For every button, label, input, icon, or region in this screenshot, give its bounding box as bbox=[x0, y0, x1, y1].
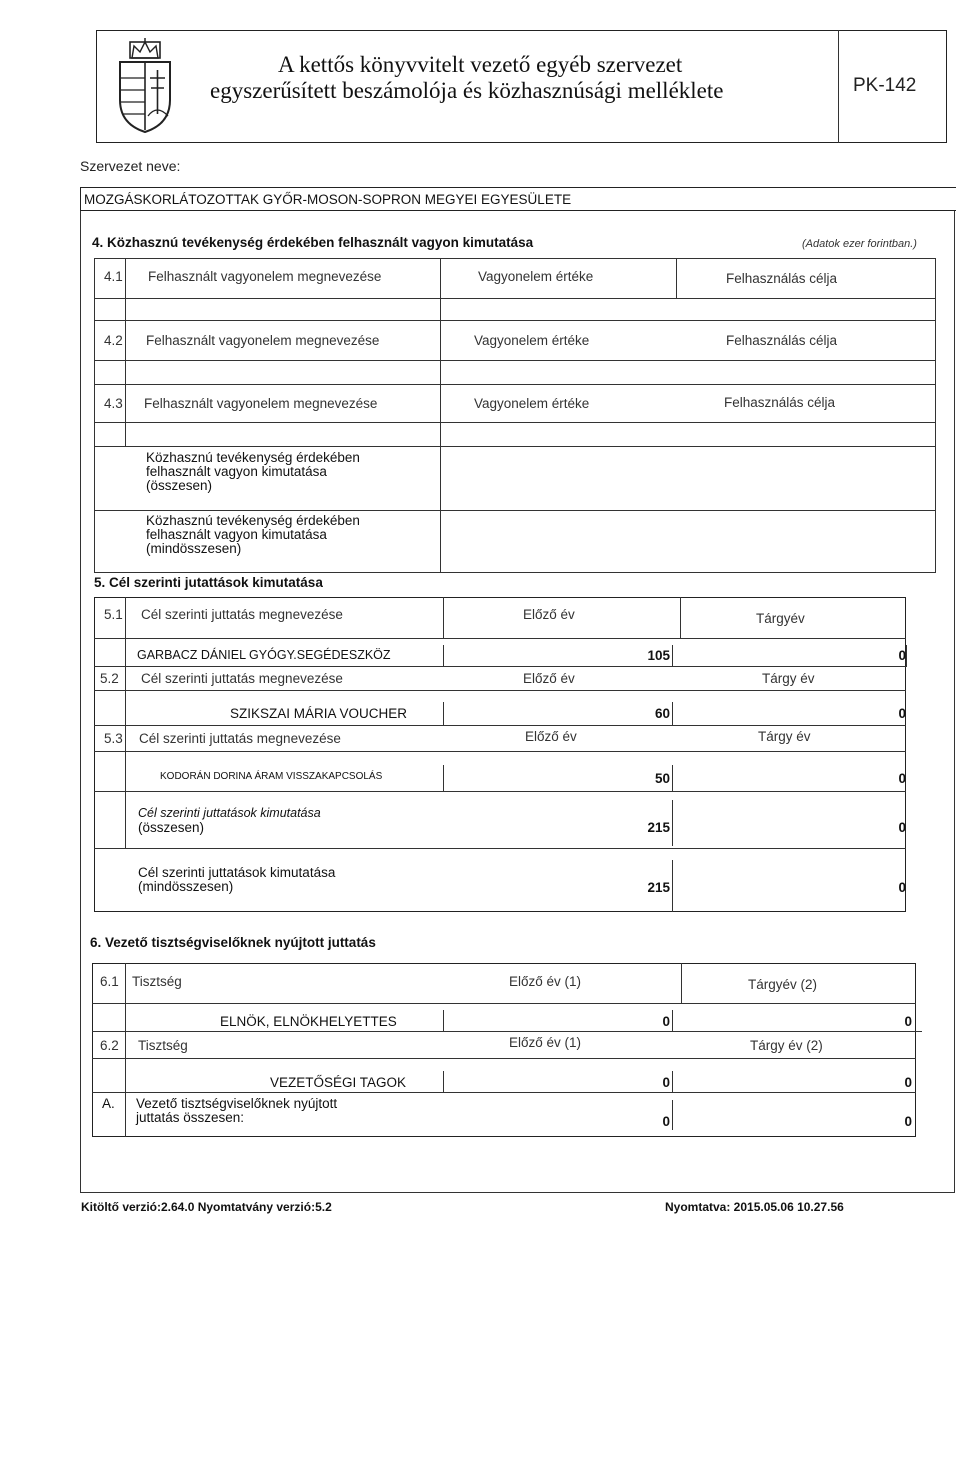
s5-row2-num: 5.2 bbox=[100, 671, 119, 686]
s5-row1-prev-header: Előző év bbox=[523, 607, 575, 622]
s6-col-prev bbox=[443, 1071, 444, 1093]
form-frame-bottom bbox=[80, 1192, 955, 1193]
s6-row2-prev: 0 bbox=[662, 1075, 670, 1090]
s4-row3-num: 4.3 bbox=[104, 396, 123, 411]
s6-col-curr bbox=[672, 1071, 673, 1093]
s5-col-curr bbox=[672, 645, 673, 667]
s4-total-line1: Közhasznú tevékenység érdekében bbox=[146, 450, 360, 465]
s5-row3-num: 5.3 bbox=[104, 731, 123, 746]
s5-row2-curr-header: Tárgy év bbox=[762, 671, 815, 686]
s4-grand-line2: felhasznált vagyon kimutatása bbox=[146, 527, 327, 542]
form-title-line2: egyszerűsített beszámolója és közhasznúsági melléklete bbox=[210, 78, 724, 103]
s5-row3-curr: 0 bbox=[898, 771, 906, 786]
s4-line bbox=[94, 360, 936, 361]
s4-total-line2: felhasznált vagyon kimutatása bbox=[146, 464, 327, 479]
s5-line bbox=[94, 638, 906, 639]
s4-line bbox=[94, 384, 936, 385]
s6-col-curr bbox=[672, 1100, 673, 1130]
s4-row3-value-header: Vagyonelem értéke bbox=[474, 396, 590, 411]
form-title-line1: A kettős könyvvitelt vezető egyéb szervezet bbox=[278, 52, 683, 77]
section5-title: 5. Cél szerinti jutattások kimutatása bbox=[94, 575, 323, 590]
s5-row3-prev: 50 bbox=[654, 771, 670, 786]
s5-row3-curr-header: Tárgy év bbox=[758, 729, 811, 744]
s5-line bbox=[94, 666, 906, 667]
s6-row1-curr: 0 bbox=[904, 1014, 912, 1029]
s4-row2-num: 4.2 bbox=[104, 333, 123, 348]
s6-line bbox=[92, 1092, 916, 1093]
s6-row1-label: Tisztség bbox=[132, 974, 182, 989]
s6-row1-curr-header: Tárgyév (2) bbox=[748, 977, 818, 992]
s6-row1-prev-header: Előző év (1) bbox=[509, 974, 582, 989]
s5-grand-line2: (mindösszesen) bbox=[138, 879, 234, 894]
s4-row1-num: 4.1 bbox=[104, 269, 123, 284]
s6-line bbox=[92, 1031, 922, 1032]
s5-line bbox=[94, 791, 906, 792]
footer-version: Kitöltő verzió:2.64.0 Nyomtatvány verzió:5.2 bbox=[81, 1200, 332, 1214]
s5-col-prev bbox=[443, 765, 444, 791]
s5-row3-prev-header: Előző év bbox=[525, 729, 577, 744]
s4-left bbox=[94, 258, 95, 573]
s4-row1-name-header: Felhasznált vagyonelem megnevezése bbox=[148, 269, 382, 284]
s5-row1-label: Cél szerinti juttatás megnevezése bbox=[141, 607, 343, 622]
s6-row2-curr: 0 bbox=[904, 1075, 912, 1090]
section4-title: 4. Közhasznú tevékenység érdekében felhasznált vagyon kimutatása bbox=[92, 235, 534, 250]
s5-grand-prev: 215 bbox=[647, 880, 670, 895]
section4-unit-note: (Adatok ezer forintban.) bbox=[802, 238, 917, 250]
s4-row2-name-header: Felhasznált vagyonelem megnevezése bbox=[146, 333, 380, 348]
s5-total-prev: 215 bbox=[647, 820, 670, 835]
s4-row1-value-header: Vagyonelem értéke bbox=[478, 269, 594, 284]
s4-line bbox=[94, 446, 936, 447]
s5-col-curr bbox=[672, 800, 673, 846]
s5-row1-name: GARBACZ DÁNIEL GYÓGY.SEGÉDESZKÖZ bbox=[137, 648, 391, 662]
s6-total-curr: 0 bbox=[904, 1114, 912, 1129]
s4-col-value bbox=[440, 258, 441, 573]
s5-grand-curr: 0 bbox=[898, 880, 906, 895]
s4-line bbox=[94, 572, 936, 573]
s5-col-num bbox=[125, 597, 126, 817]
s6-row1-prev: 0 bbox=[662, 1014, 670, 1029]
s5-col-curr bbox=[672, 860, 673, 912]
s5-col-prev bbox=[443, 645, 444, 667]
s6-total-line1: Vezető tisztségviselőknek nyújtott bbox=[136, 1096, 338, 1111]
s5-col-curr bbox=[672, 702, 673, 726]
hungarian-coat-of-arms-icon bbox=[112, 38, 178, 134]
s4-line bbox=[94, 320, 936, 321]
footer-printed: Nyomtatva: 2015.05.06 10.27.56 bbox=[665, 1200, 844, 1214]
s4-row1-purpose-header: Felhasználás célja bbox=[726, 271, 838, 286]
s6-total-line2: juttatás összesen: bbox=[136, 1110, 245, 1125]
s6-row2-prev-header: Előző év (1) bbox=[509, 1035, 582, 1050]
s5-row3-label: Cél szerinti juttatás megnevezése bbox=[139, 731, 341, 746]
org-label: Szervezet neve: bbox=[80, 158, 181, 174]
s5-line bbox=[94, 690, 906, 691]
s4-line bbox=[94, 258, 936, 259]
s6-total-num: A. bbox=[102, 1096, 115, 1111]
s6-row1-name: ELNÖK, ELNÖKHELYETTES bbox=[220, 1014, 397, 1029]
s5-col-curr bbox=[906, 645, 907, 667]
s6-row2-curr-header: Tárgy év (2) bbox=[750, 1038, 823, 1053]
s6-line bbox=[92, 1058, 916, 1059]
s5-col-prev bbox=[443, 702, 444, 726]
s5-row1-curr-header: Tárgyév bbox=[756, 611, 805, 626]
s5-row2-prev-header: Előző év bbox=[523, 671, 575, 686]
s5-line bbox=[94, 848, 906, 849]
s4-row2-value-header: Vagyonelem értéke bbox=[474, 333, 590, 348]
s4-row2-purpose-header: Felhasználás célja bbox=[726, 333, 838, 348]
s6-row2-label: Tisztség bbox=[138, 1038, 188, 1053]
s5-row2-label: Cél szerinti juttatás megnevezése bbox=[141, 671, 343, 686]
s5-col-curr bbox=[680, 597, 681, 639]
form-code: PK-142 bbox=[853, 75, 917, 96]
s4-col-purpose bbox=[676, 258, 677, 298]
s4-grand-line1: Közhasznú tevékenység érdekében bbox=[146, 513, 360, 528]
form-frame-left bbox=[80, 211, 81, 1193]
s5-total-line2: (összesen) bbox=[138, 820, 205, 835]
form-frame-right bbox=[954, 211, 955, 1193]
s4-inner-left bbox=[125, 258, 126, 447]
s5-line bbox=[94, 751, 906, 752]
s5-row2-name: SZIKSZAI MÁRIA VOUCHER bbox=[230, 706, 408, 721]
s5-col-prev bbox=[443, 597, 444, 639]
s6-col-num bbox=[125, 963, 126, 1137]
s5-total-line1: Cél szerinti juttatások kimutatása bbox=[138, 806, 321, 820]
s4-right bbox=[935, 258, 936, 573]
s4-line bbox=[94, 422, 936, 423]
s5-col-curr bbox=[672, 765, 673, 791]
s6-row1-num: 6.1 bbox=[100, 974, 119, 989]
s5-row2-prev: 60 bbox=[654, 706, 670, 721]
s5-total-left bbox=[125, 797, 126, 849]
s5-grand-line1: Cél szerinti juttatások kimutatása bbox=[138, 865, 336, 880]
s6-row2-num: 6.2 bbox=[100, 1038, 119, 1053]
s5-row2-curr: 0 bbox=[898, 706, 906, 721]
s4-grand-line3: (mindösszesen) bbox=[146, 541, 242, 556]
s6-col-curr bbox=[672, 1010, 673, 1032]
s5-row1-curr: 0 bbox=[898, 648, 906, 663]
s4-line bbox=[94, 510, 936, 511]
s6-col-prev bbox=[443, 1010, 444, 1032]
s4-row3-name-header: Felhasznált vagyonelem megnevezése bbox=[144, 396, 378, 411]
org-name: MOZGÁSKORLÁTOZOTTAK GYŐR-MOSON-SOPRON MEGYEI EGYESÜLETE bbox=[84, 192, 572, 207]
section6-title: 6. Vezető tisztségviselőknek nyújtott juttatás bbox=[90, 935, 376, 950]
s5-row1-prev: 105 bbox=[647, 648, 670, 663]
s5-row1-num: 5.1 bbox=[104, 607, 123, 622]
s4-total-line3: (összesen) bbox=[146, 478, 213, 493]
s5-line bbox=[94, 725, 906, 726]
s6-row2-name: VEZETŐSÉGI TAGOK bbox=[270, 1075, 407, 1090]
s6-line bbox=[92, 1003, 916, 1004]
s6-col-curr bbox=[681, 963, 682, 1003]
s4-line bbox=[94, 298, 936, 299]
s4-row3-purpose-header: Felhasználás célja bbox=[724, 395, 836, 410]
s5-row3-name: KODORÁN DORINA ÁRAM VISSZAKAPCSOLÁS bbox=[160, 771, 383, 782]
header-divider bbox=[838, 30, 839, 143]
s6-total-prev: 0 bbox=[662, 1114, 670, 1129]
s5-total-curr: 0 bbox=[898, 820, 906, 835]
